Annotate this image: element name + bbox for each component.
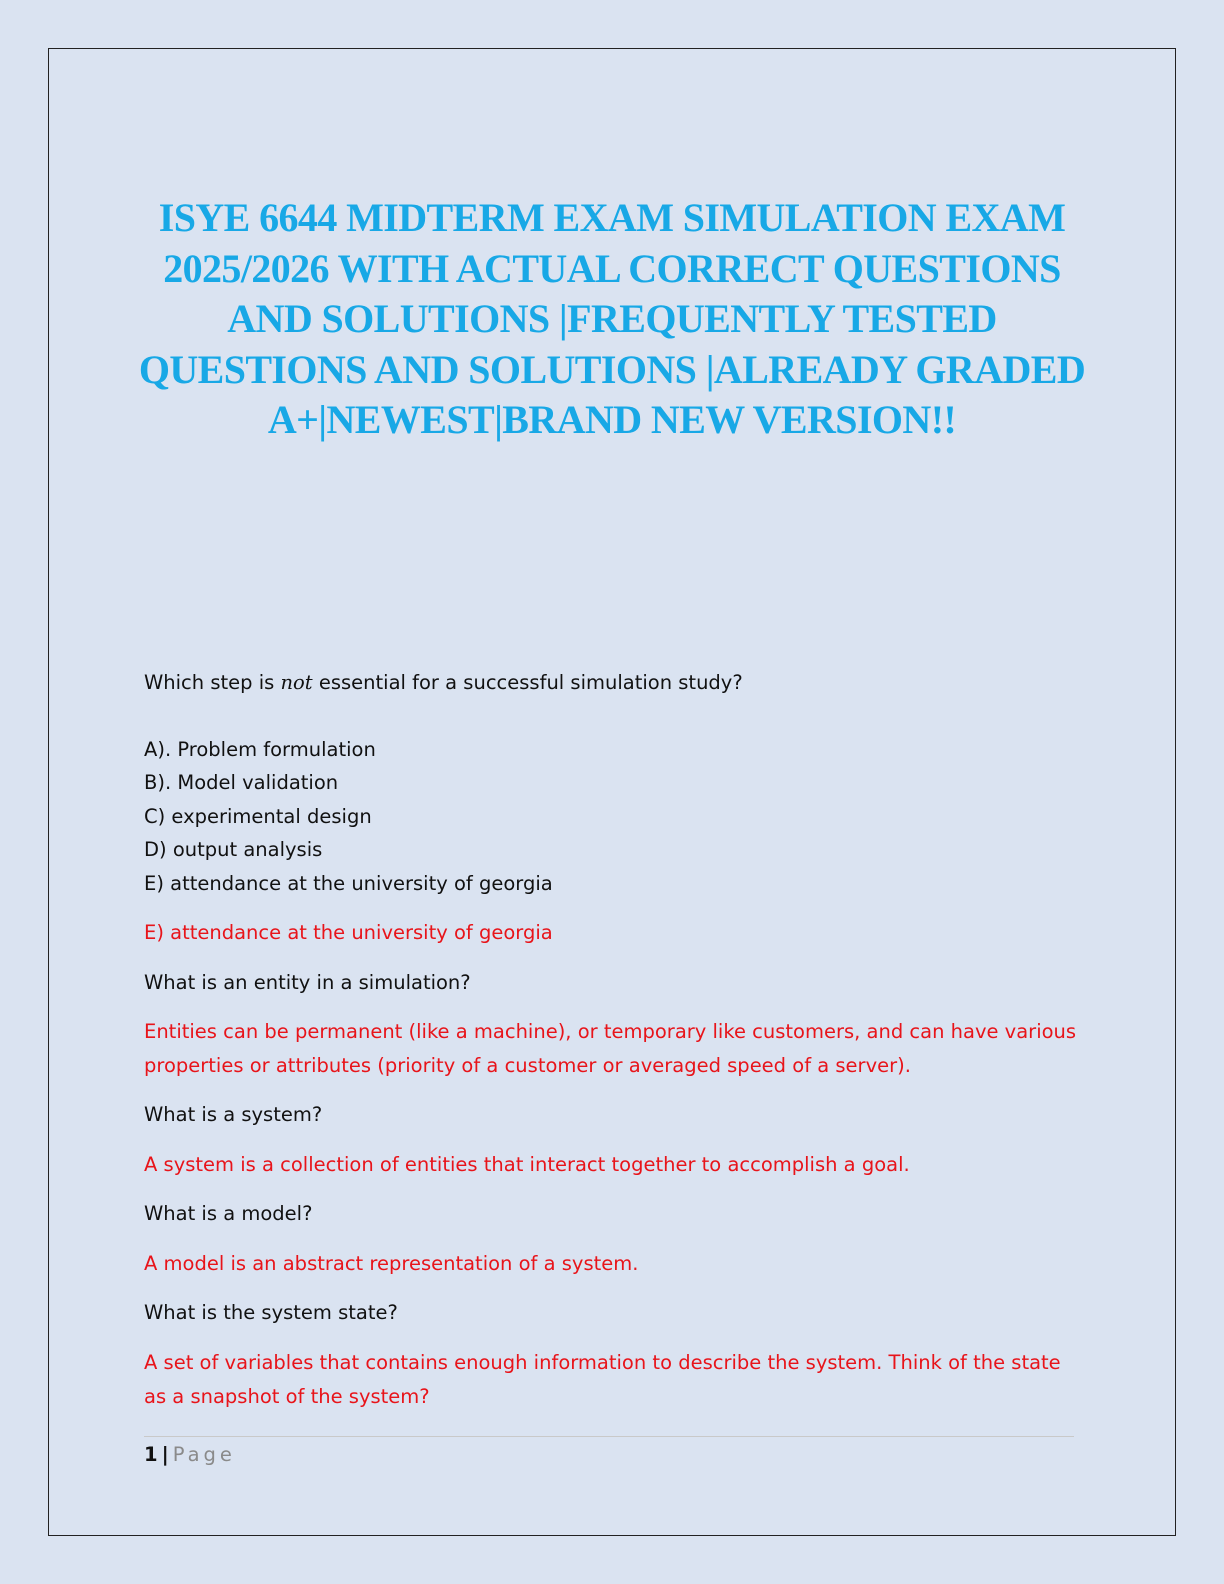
footer-divider [144,1436,1074,1437]
footer-separator: | [161,1443,169,1466]
question-1-emphasis: not [280,671,313,694]
question-4: What is a model? [144,1202,313,1225]
page-footer [144,1441,236,1469]
question-1 [144,666,1084,700]
answer-3: A system is a collection of entities that interact together to accomplish a goal. [144,1153,910,1176]
option-c: C) experimental design [144,805,372,828]
question-5: What is the system state? [144,1301,398,1324]
answer-1: E) attendance at the university of georgia [144,921,553,944]
option-e: E) attendance at the university of georgia [144,872,553,895]
answer-4: A model is an abstract representation of a system. [144,1252,639,1275]
question-1-text-end: essential for a successful simulation study? [312,671,743,694]
question-2: What is an entity in a simulation? [144,971,471,994]
option-d: D) output analysis [144,838,323,861]
page-label: Page [172,1443,236,1466]
answer-2: Entities can be permanent (like a machine), or temporary like customers, and can have various properties or attributes (priority of a customer or averaged speed of a server). [144,1020,1077,1077]
page-number: 1 [144,1443,158,1466]
document-title: ISYE 6644 MIDTERM EXAM SIMULATION EXAM 2025/2026 WITH ACTUAL CORRECT QUESTIONS AND SOLUTIONS |FREQUENTLY TESTED QUESTIONS AND SOLUTIONS |ALREADY GRADED A+|NEWEST|BRAND NEW VERSION!! [138,195,1086,442]
option-b: B). Model validation [144,771,339,794]
option-a: A). Problem formulation [144,738,376,761]
answer-5: A set of variables that contains enough information to describe the system. Think of the state as a snapshot of the system? [144,1351,1061,1408]
question-1-text-start: Which step is [144,671,281,694]
question-3: What is a system? [144,1103,323,1126]
